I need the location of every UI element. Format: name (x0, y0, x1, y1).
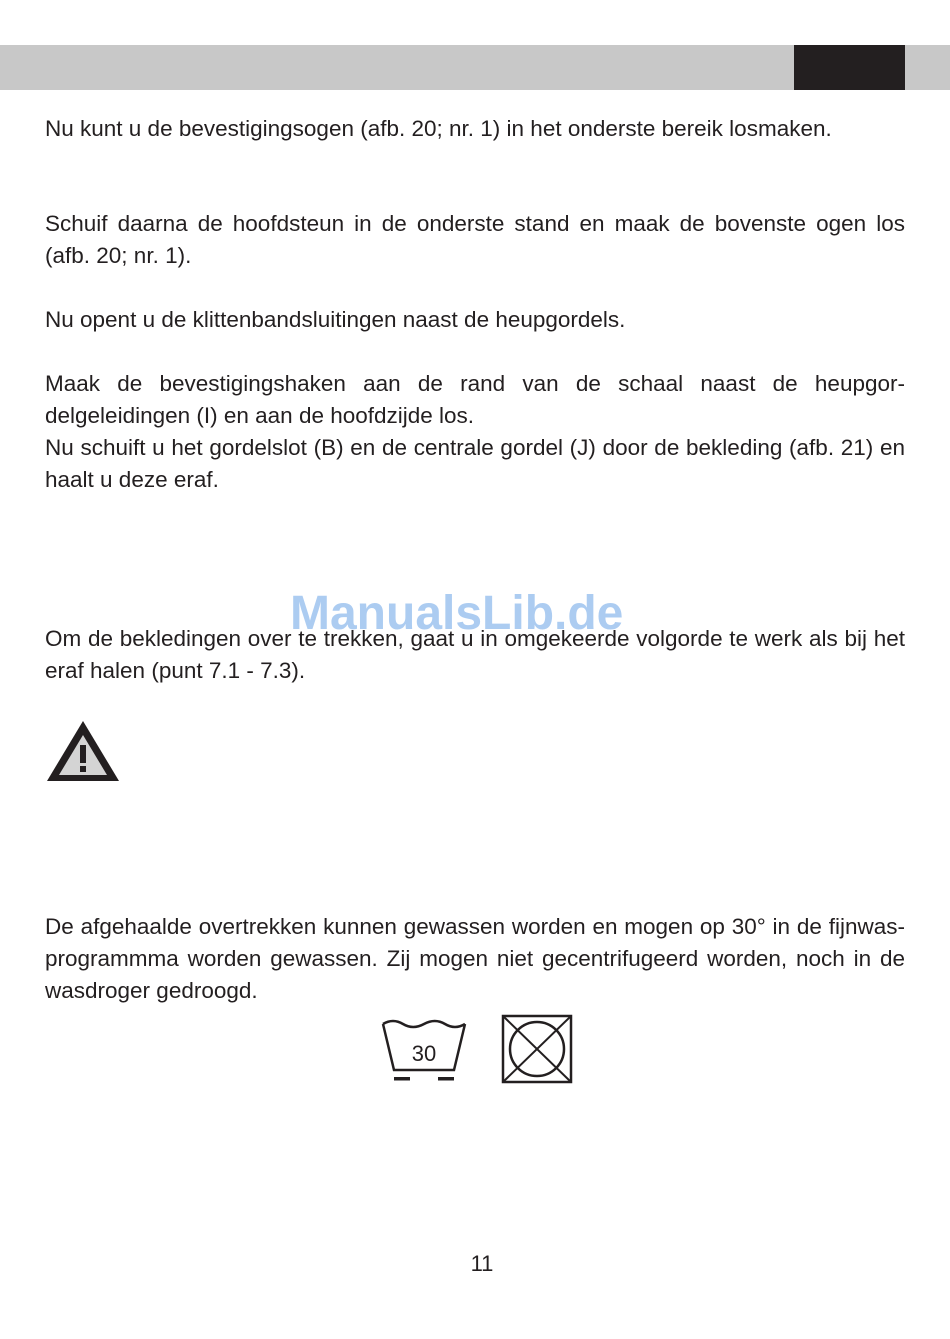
wash-30-gentle-icon (380, 1018, 468, 1084)
page-number: 11 (470, 1251, 494, 1276)
paragraph-headrest-upper-eyelets: Schuif daarna de hoofdsteun in de onderste stand en maak de bovenste ogen los (afb. 20; nr. 1). (45, 211, 905, 268)
paragraph-fastening-hooks: Maak de bevestigingshaken aan de rand van de schaal naast de heupgor-delgeleidingen (I) en aan de hoofdzijde los. (45, 371, 905, 428)
do-not-tumble-dry-icon (501, 1014, 573, 1084)
header-tab (794, 45, 905, 90)
warning-triangle-icon (45, 719, 121, 783)
wash-temperature-label: 30 (411, 1041, 437, 1066)
paragraph-buckle-remove: Nu schuift u het gordelslot (B) en de centrale gordel (J) door de bekleding (afb. 21) en haalt u deze eraf. (45, 435, 905, 492)
paragraph-washing-instructions: De afgehaalde overtrekken kunnen gewassen worden en mogen op 30° in de fijnwas-programmma worden gewassen. Zij mogen niet gecentrifugeerd worden, noch in de wasdroger gedroogd. (45, 914, 905, 1003)
watermark: ManualsLib.de (290, 587, 624, 640)
paragraph-refit-covers: Om de bekledingen over te trekken, gaat u in omgekeerde volgorde te werk als bij het eraf halen (punt 7.1 - 7.3). (45, 626, 905, 683)
paragraph-detach-lower-eyelets: Nu kunt u de bevestigingsogen (afb. 20; nr. 1) in het onderste bereik losmaken. (45, 116, 832, 141)
paragraph-velcro: Nu opent u de klittenbandsluitingen naast de heupgordels. (45, 307, 626, 332)
